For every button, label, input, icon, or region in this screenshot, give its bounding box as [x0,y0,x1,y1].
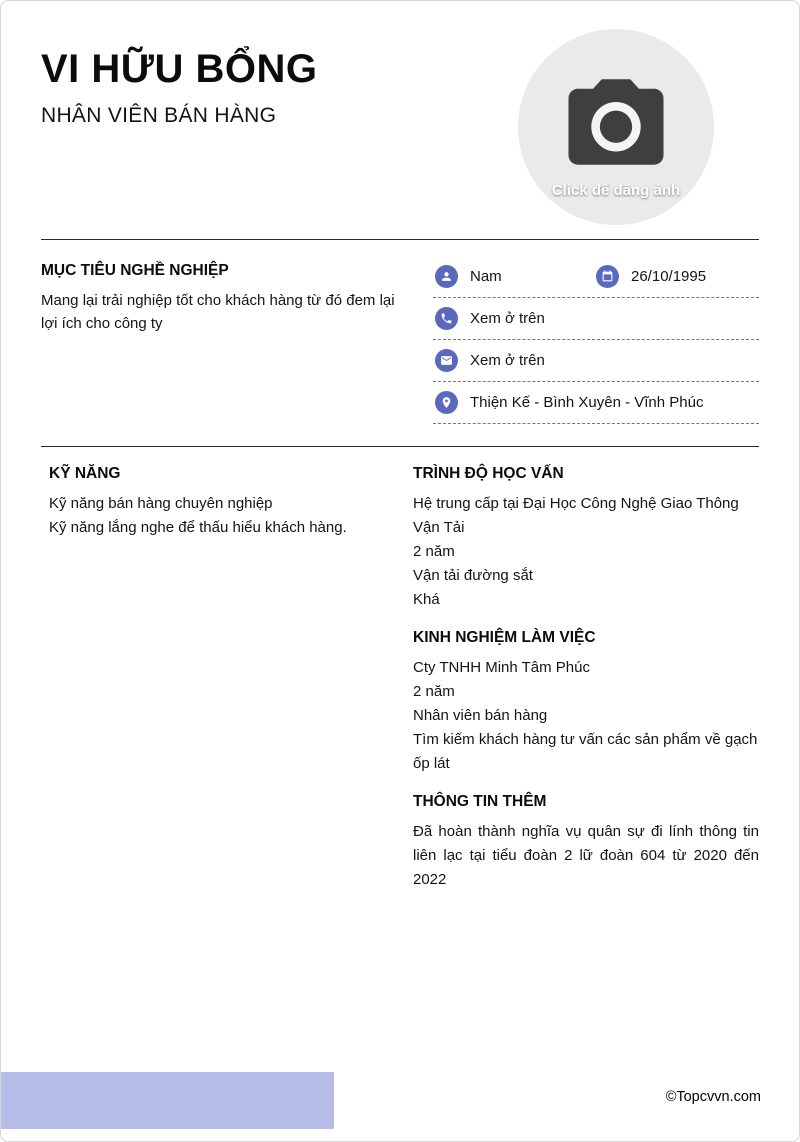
contact-row-gender-birthday [433,256,759,298]
education-line: Vận tải đường sắt [413,567,533,584]
skill-item: Kỹ năng lắng nghe để thấu hiểu khách hàng. [49,519,347,536]
photo-upload-button[interactable] [518,29,714,225]
objective-text: Mang lại trải nghiệp tốt cho khách hàng từ đó đem lại lợi ích cho công ty [41,292,395,332]
experience-heading: KINH NGHIỆM LÀM VIỆC [413,629,596,646]
photo-upload-caption: Click để đăng ảnh [551,182,681,199]
birthday-item [596,265,757,288]
contact-section [433,256,759,424]
education-line: 2 năm [413,543,455,560]
copyright-text: ©Topcvvn.com [665,1089,761,1105]
gender-value: Nam [470,268,502,285]
email-icon [435,349,458,372]
experience-section [413,629,759,776]
right-column [413,465,759,892]
education-heading: TRÌNH ĐỘ HỌC VẤN [413,465,564,482]
calendar-icon [596,265,619,288]
objective-section [41,256,405,424]
location-pin-icon [435,391,458,414]
phone-value: Xem ở trên [470,310,545,327]
top-section [1,240,799,446]
experience-line: Tìm kiếm khách hàng tư vấn các sản phẩm về gạch ốp lát [413,731,758,772]
contact-row-address [433,382,759,424]
additional-info-heading: THÔNG TIN THÊM [413,793,547,810]
skills-heading: KỸ NĂNG [49,465,121,482]
experience-line: Cty TNHH Minh Tâm Phúc [413,659,590,676]
candidate-name: VI HỮU BỔNG [41,47,318,91]
experience-line: Nhân viên bán hàng [413,707,548,724]
contact-row-phone [433,298,759,340]
skill-item: Kỹ năng bán hàng chuyên nghiệp [49,495,273,512]
education-section [413,465,759,612]
main-section [1,447,799,892]
email-value: Xem ở trên [470,352,545,369]
footer-accent-bar [1,1072,334,1129]
address-value: Thiện Kế - Bình Xuyên - Vĩnh Phúc [470,394,704,411]
camera-icon [559,65,673,179]
additional-info-section [413,793,759,892]
contact-row-email [433,340,759,382]
experience-line: 2 năm [413,683,455,700]
gender-item [435,265,596,288]
education-line: Hệ trung cấp tại Đại Học Công Nghệ Giao Thông Vận Tải [413,495,739,536]
skills-section [41,465,397,892]
person-icon [435,265,458,288]
header [1,1,799,239]
phone-icon [435,307,458,330]
job-title: NHÂN VIÊN BÁN HÀNG [41,104,277,127]
objective-heading: MỤC TIÊU NGHỀ NGHIỆP [41,262,229,279]
education-line: Khá [413,591,440,608]
birthday-value: 26/10/1995 [631,268,707,285]
additional-info-line: Đã hoàn thành nghĩa vụ quân sự đi lính thông tin liên lạc tại tiểu đoàn 2 lữ đoàn 604 từ 2020 đến 2022 [413,823,759,888]
